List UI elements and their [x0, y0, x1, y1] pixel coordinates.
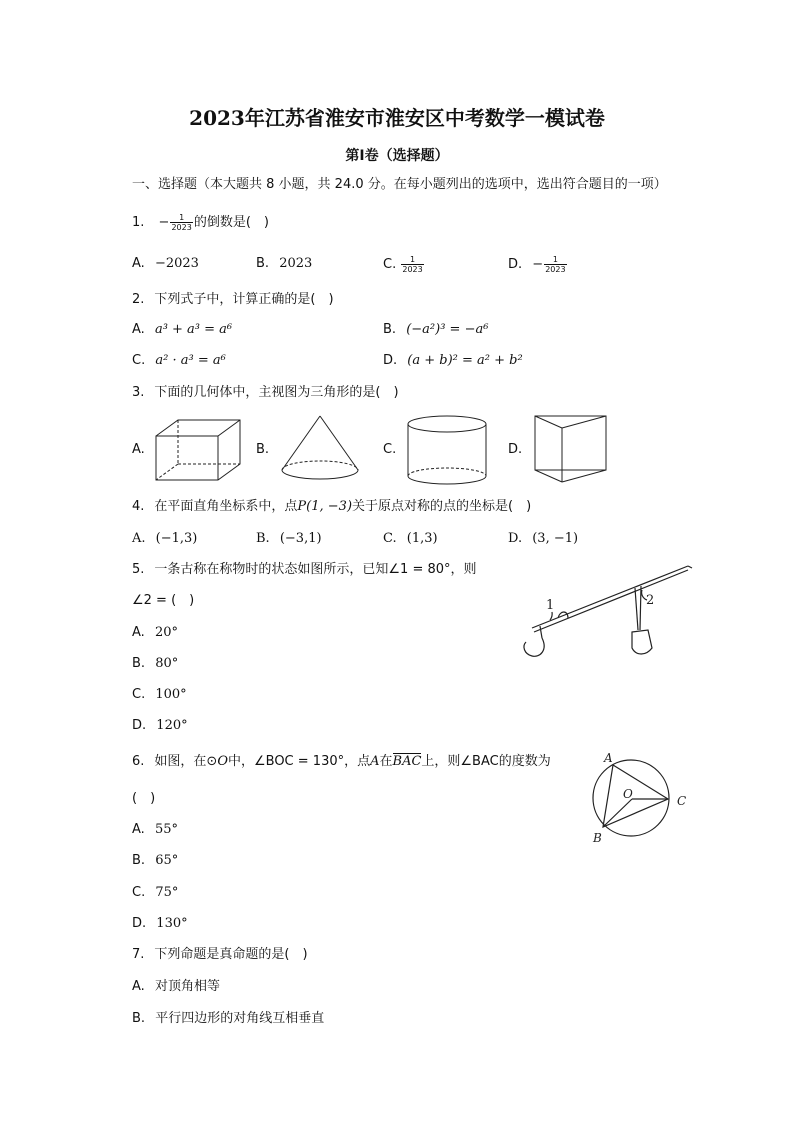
- option-c: [383, 530, 438, 548]
- option-value: (3, −1): [532, 531, 579, 546]
- option-d: [132, 915, 188, 933]
- question-2: [132, 291, 334, 309]
- option-c-label: C.: [383, 442, 397, 457]
- question-paren: ( ): [132, 791, 156, 806]
- option-d: [132, 717, 188, 735]
- option-b: [132, 1010, 324, 1028]
- question-text: 的倒数是( ): [193, 215, 269, 230]
- question-number: 2.: [132, 292, 145, 307]
- option-label: B.: [383, 322, 397, 337]
- option-value: 120°: [156, 718, 188, 733]
- option-label: B.: [256, 531, 270, 546]
- point-b-label: B: [593, 831, 602, 845]
- question-text: 中，∠BOC = 130°，点: [227, 754, 371, 769]
- option-value: (−a²)³ = −a⁶: [406, 322, 489, 337]
- option-c: [132, 352, 226, 370]
- option-label: B.: [132, 656, 146, 671]
- circle-figure: [586, 748, 694, 848]
- option-value: 对顶角相等: [154, 979, 220, 994]
- question-number: 6.: [132, 754, 145, 769]
- option-d: [508, 255, 568, 274]
- point-a-label: A: [604, 751, 613, 765]
- option-value: (1,3): [406, 531, 438, 546]
- option-value: a² · a³ = a⁶: [155, 353, 226, 368]
- question-number: 3.: [132, 385, 145, 400]
- question-1: [132, 213, 269, 232]
- question-text: 关于原点对称的点的坐标是( ): [352, 499, 532, 514]
- option-label: D.: [508, 257, 523, 272]
- question-text: 上，则∠BAC的度数为: [421, 754, 551, 769]
- option-value: 2023: [279, 256, 313, 271]
- question-text: 在: [379, 754, 393, 769]
- angle-2-label: 2: [646, 593, 655, 608]
- option-a: [132, 321, 232, 339]
- fraction-numerator: 1: [544, 255, 566, 265]
- arc-label: BAC: [392, 754, 422, 769]
- option-b: [132, 852, 178, 870]
- option-a: [132, 978, 220, 996]
- question-text: 一条古称在称物时的状态如图所示，已知∠1 = 80°，则: [154, 562, 477, 577]
- question-5: [132, 561, 477, 579]
- option-label: C.: [383, 257, 397, 272]
- page-title: 2023年江苏省淮安市淮安区中考数学一模试卷: [189, 106, 605, 130]
- question-text: 在平面直角坐标系中，点: [154, 499, 298, 514]
- question-text: 下列命题是真命题的是( ): [154, 947, 308, 962]
- point-label: P(1, −3): [297, 499, 353, 514]
- option-label: A.: [132, 625, 145, 640]
- option-b: [256, 255, 312, 273]
- option-value: 130°: [156, 916, 188, 931]
- question-text: 下面的几何体中，主视图为三角形的是( ): [154, 385, 399, 400]
- option-b-label: B.: [256, 442, 270, 457]
- option-label: A.: [132, 979, 145, 994]
- option-b: [256, 530, 322, 548]
- option-a: [132, 624, 178, 642]
- part-title: 第Ⅰ卷（选择题）: [345, 148, 449, 164]
- option-d: [383, 352, 523, 370]
- fraction-numerator: 1: [401, 255, 423, 265]
- option-label: B.: [132, 853, 146, 868]
- option-label: D.: [132, 718, 147, 733]
- fraction: [544, 255, 566, 274]
- option-value: 75°: [155, 885, 179, 900]
- option-label: C.: [132, 353, 146, 368]
- option-d: [508, 530, 578, 548]
- question-7: [132, 946, 308, 964]
- question-number: 1.: [132, 215, 145, 230]
- option-d-label: D.: [508, 442, 523, 457]
- option-label: A.: [132, 531, 146, 546]
- question-text: 如图，在⊙: [154, 754, 218, 769]
- option-label: A.: [132, 822, 145, 837]
- option-value: (−3,1): [279, 531, 322, 546]
- option-value: (a + b)² = a² + b²: [407, 353, 523, 368]
- cone-figure: [279, 414, 361, 484]
- option-label: B.: [256, 256, 270, 271]
- option-c: [132, 686, 187, 704]
- option-value: −2023: [154, 256, 199, 271]
- option-value: 20°: [154, 625, 178, 640]
- minus-sign: −: [532, 257, 544, 272]
- option-value: 平行四边形的对角线互相垂直: [155, 1011, 325, 1026]
- option-b: [132, 655, 178, 673]
- option-c: [383, 255, 425, 274]
- option-value: a³ + a³ = a⁶: [154, 322, 233, 337]
- option-value: (−1,3): [155, 531, 198, 546]
- option-label: A.: [132, 256, 145, 271]
- triangular-prism-figure: [532, 414, 608, 486]
- option-label: C.: [132, 687, 146, 702]
- question-6: [132, 753, 551, 771]
- option-a: [132, 530, 197, 548]
- cylinder-figure: [405, 414, 489, 488]
- option-label: A.: [132, 322, 145, 337]
- angle-1-label: 1: [546, 598, 555, 613]
- point-label: A: [370, 754, 380, 769]
- question-4: [132, 498, 531, 516]
- option-value: 80°: [155, 656, 179, 671]
- fraction: [170, 213, 192, 232]
- option-value: 65°: [155, 853, 179, 868]
- fraction-denominator: 2023: [545, 265, 566, 274]
- question-text: 下列式子中，计算正确的是( ): [154, 292, 334, 307]
- point-c-label: C: [677, 794, 687, 808]
- steelyard-figure: [518, 560, 694, 664]
- fraction-denominator: 2023: [171, 223, 192, 232]
- option-label: C.: [383, 531, 397, 546]
- question-text-cont: ∠2 = ( ): [132, 593, 195, 608]
- option-label: D.: [383, 353, 398, 368]
- option-a: [132, 255, 199, 273]
- cuboid-figure: [154, 418, 242, 482]
- question-number: 4.: [132, 499, 145, 514]
- section-heading: 一、选择题（本大题共 8 小题，共 24.0 分。在每小题列出的选项中，选出符合题目的一项）: [132, 177, 667, 192]
- option-a: [132, 821, 178, 839]
- option-b: [383, 321, 488, 339]
- fraction-numerator: 1: [170, 213, 192, 223]
- option-c: [132, 884, 178, 902]
- question-3: [132, 384, 399, 402]
- option-label: C.: [132, 885, 146, 900]
- option-value: 55°: [154, 822, 178, 837]
- option-label: D.: [508, 531, 523, 546]
- fraction: [401, 255, 423, 274]
- option-label: B.: [132, 1011, 146, 1026]
- center-o-label: O: [623, 787, 633, 801]
- minus-sign: −: [158, 215, 170, 230]
- fraction-denominator: 2023: [402, 265, 423, 274]
- question-number: 5.: [132, 562, 145, 577]
- question-number: 7.: [132, 947, 145, 962]
- option-a-label: A.: [132, 442, 145, 457]
- circle-label: O: [217, 754, 228, 769]
- option-label: D.: [132, 916, 147, 931]
- option-value: 100°: [155, 687, 187, 702]
